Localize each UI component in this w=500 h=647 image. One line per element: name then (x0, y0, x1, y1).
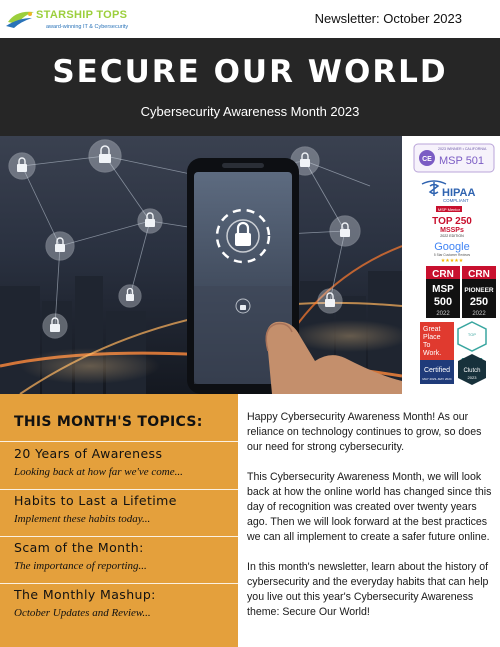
gptw-line1: Great (423, 326, 441, 333)
article-paragraph: In this month's newsletter, learn about the history of cybersecurity and the everyday habits that can help you live out this year's Cybersecurity Awareness theme: Secure Our World! (247, 561, 489, 618)
mspmentor-main: TOP 250 (432, 216, 472, 227)
crn-right-num: 250 (469, 296, 489, 308)
topics-divider (0, 489, 238, 490)
topics-heading: THIS MONTH'S TOPICS: (14, 414, 203, 430)
google-reviews-badge (434, 241, 471, 264)
mspmentor-tag: MSP Mentor (437, 207, 461, 212)
crn-pioneer250-badge (462, 266, 496, 318)
logo-name: STARSHIP TOPS (36, 9, 128, 21)
topic-item-awareness[interactable] (14, 446, 238, 478)
gptw-line4: Work. (423, 350, 442, 357)
topics-divider (0, 536, 238, 537)
msp501-main: MSP 501 (439, 155, 485, 167)
topic-title: Habits to Last a Lifetime (14, 493, 177, 508)
topic-title: Scam of the Month: (14, 540, 144, 555)
gptw-line2: Place (423, 334, 441, 341)
crn-left-num: 500 (433, 296, 453, 308)
google-main: Google (434, 241, 470, 253)
topic-description: October Updates and Review... (14, 607, 151, 619)
gptw-sub: Certified (423, 367, 451, 374)
great-place-to-work-badge (420, 322, 454, 384)
hero-illustration (0, 136, 402, 394)
intro-article (247, 410, 493, 635)
clutch-main: Clutch (463, 368, 481, 374)
logo-tagline: award-winning IT & Cybersecurity (46, 24, 129, 30)
topic-title: 20 Years of Awareness (14, 446, 163, 461)
company-logo[interactable] (6, 6, 156, 34)
article-paragraph: This Cybersecurity Awareness Month, we will look back at how the online world has changed since this day of recognition was created over twenty years ago. Then we will look forward at the best practices we can all implement to create a safer future online. (247, 471, 492, 543)
topic-item-scam[interactable] (14, 540, 238, 572)
header-band (0, 38, 500, 136)
clutch-badge (458, 322, 486, 385)
topics-divider (0, 583, 238, 584)
crn-left-brand: CRN (432, 269, 454, 280)
crn-left-year: 2022 (436, 311, 450, 317)
awards-column (402, 136, 500, 394)
msp-mentor-badge (432, 206, 472, 238)
crn-left-main: MSP (432, 284, 454, 295)
newsletter-subtitle: Cybersecurity Awareness Month 2023 (140, 104, 360, 119)
topic-description: Implement these habits today... (14, 513, 151, 525)
hipaa-badge (422, 181, 475, 203)
topic-item-mashup[interactable] (14, 587, 238, 619)
topic-description: The importance of reporting... (14, 560, 147, 572)
gptw-line3: To (423, 342, 431, 349)
article-paragraph: Happy Cybersecurity Awareness Month! As our reliance on technology continues to grow, so does our need for strong cybersecurity. (247, 411, 482, 453)
hero-image (0, 136, 402, 394)
hipaa-main: HIPAA (442, 187, 476, 199)
svg-text:CE: CE (422, 156, 432, 163)
starship-logo-icon (6, 8, 36, 30)
crn-right-main: PIONEER (464, 287, 494, 294)
topic-title: The Monthly Mashup: (14, 587, 156, 602)
crn-right-brand: CRN (468, 269, 490, 280)
issue-label: Newsletter: October 2023 (314, 11, 462, 26)
crn-right-year: 2022 (472, 311, 486, 317)
rating-stars-icon: ★★★★★ (440, 258, 464, 264)
topic-description: Looking back at how far we've come... (14, 466, 183, 478)
topics-divider (0, 441, 238, 442)
topics-panel (0, 394, 238, 647)
hipaa-sub: COMPLIANT (443, 198, 469, 203)
clutch-top: TOP (467, 332, 477, 337)
top-bar (0, 0, 500, 38)
topic-item-habits[interactable] (14, 493, 238, 525)
crn-msp500-badge (426, 266, 460, 318)
msp501-badge (414, 144, 494, 172)
newsletter-title: SECURE OUR WORLD (52, 54, 448, 90)
clutch-year: 2023 (467, 375, 477, 380)
award-badges (402, 136, 500, 394)
mspmentor-edition: 2022 EDITION (440, 234, 464, 238)
mspmentor-sub: MSSPs (440, 227, 464, 234)
msp501-top: 2023 WINNER • CALIFORNIA (438, 147, 487, 151)
google-sub: 5 Star Customer Reviews (433, 253, 471, 257)
gptw-dates: MAY 2023–MAY 2024 (422, 377, 452, 381)
